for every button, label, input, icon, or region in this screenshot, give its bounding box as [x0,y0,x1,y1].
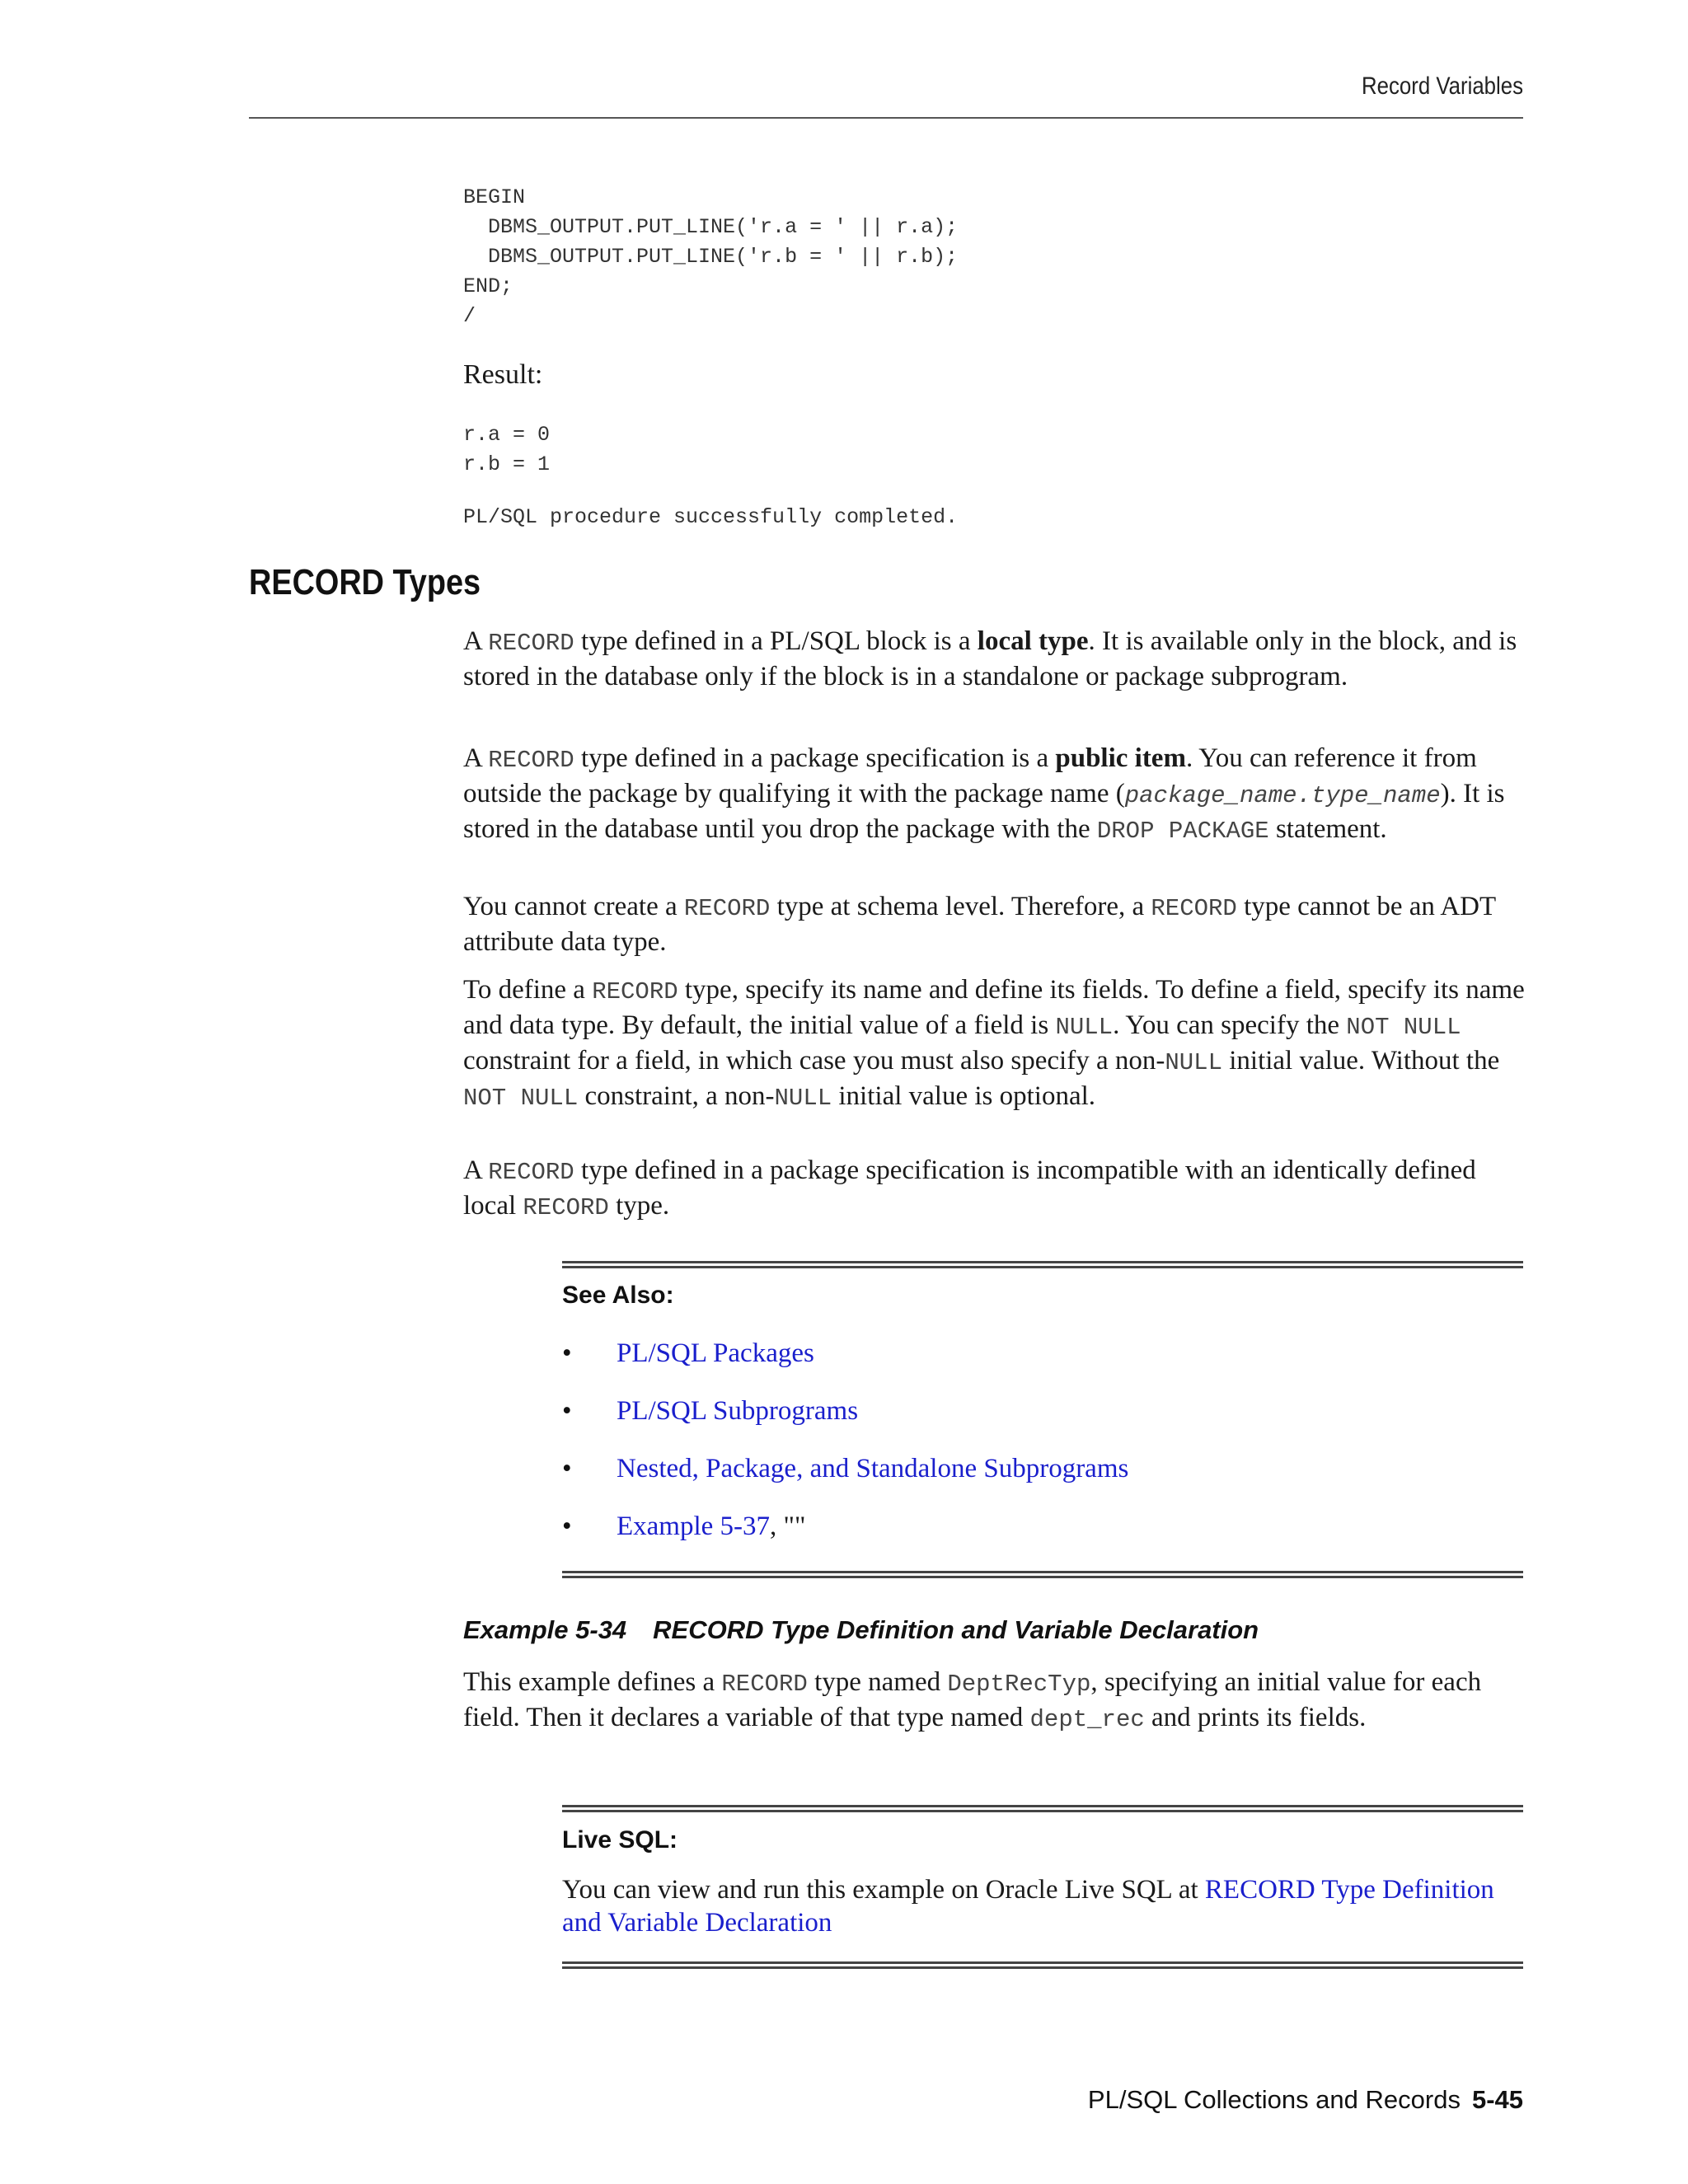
code-line: / [463,304,476,328]
paragraph: You cannot create a RECORD type at schema level. Therefore, a RECORD type cannot be an ADT attribute data type. [463,892,1496,957]
output-block [463,420,550,480]
output-line: r.a = 0 [463,423,551,447]
bullet-icon: • [562,1511,572,1541]
example-title [463,1615,1259,1645]
output-line: r.b = 1 [463,452,551,476]
list-item [562,1337,1518,1394]
live-sql-link[interactable]: RECORD Type Definition and Variable Declaration [562,1875,1494,1938]
paragraph: A RECORD type defined in a package specification is a public item. You can reference it from outside the package by qualifying it with the package name (package_name.type_name). It is stored in the database until you drop the package with the DROP PACKAGE statement. [463,743,1505,845]
link-example-5-37[interactable]: Example 5-37 [617,1511,771,1541]
see-also-list [562,1337,1518,1568]
result-label: Result: [463,359,543,390]
live-sql-top-rule [562,1805,1523,1812]
section-title: RECORD Types [249,562,481,602]
code-line: DBMS_OUTPUT.PUT_LINE('r.b = ' || r.b); [463,245,959,269]
live-sql-title: Live SQL: [562,1826,678,1854]
code-line: DBMS_OUTPUT.PUT_LINE('r.a = ' || r.a); [463,215,959,239]
running-header: Record Variables [1362,73,1523,100]
page-footer [907,2085,1523,2115]
paragraph: This example defines a RECORD type named DeptRecTyp, specifying an initial value for each field. Then it declares a variable of that type named dept_rec and prints its fields. [463,1667,1482,1733]
list-item [562,1394,1518,1452]
live-sql-bottom-rule [562,1961,1523,1969]
list-item-suffix: , "" [770,1511,806,1541]
link-plsql-subprograms[interactable]: PL/SQL Subprograms [617,1396,859,1426]
output-status: PL/SQL procedure successfully completed. [463,505,959,529]
see-also-title: See Also: [562,1282,674,1309]
paragraph: To define a RECORD type, specify its name and define its fields. To define a field, specify its name and data type. By default, the initial value of a field is NULL. You can specify the NOT NULL constraint for a field, in which case you must also specify a non-NULL initial value. Without the NOT NULL constraint, a non-NULL initial value is optional. [463,975,1525,1112]
code-line: END; [463,274,513,298]
bullet-icon: • [562,1396,572,1426]
header-rule [249,117,1523,119]
paragraph: A RECORD type defined in a package specification is incompatible with an identically defined local RECORD type. [463,1155,1476,1221]
list-item [562,1452,1518,1510]
page-number: 5-45 [1471,2085,1523,2114]
see-also-bottom-rule [562,1571,1523,1578]
example-caption: RECORD Type Definition and Variable Declaration [653,1615,1259,1644]
footer-title: PL/SQL Collections and Records [1087,2085,1461,2114]
live-sql-text: You can view and run this example on Oracle Live SQL at RECORD Type Definition and Variable Declaration [562,1875,1494,1938]
bullet-icon: • [562,1454,572,1483]
paragraph: A RECORD type defined in a PL/SQL block is a local type. It is available only in the block, and is stored in the database only if the block is in a standalone or package subprogram. [463,626,1517,691]
bullet-icon: • [562,1338,572,1368]
code-block [463,183,958,331]
list-item [562,1510,1518,1568]
example-number: Example 5-34 [463,1615,627,1644]
link-nested-package-standalone-subprograms[interactable]: Nested, Package, and Standalone Subprograms [617,1454,1129,1483]
code-line: BEGIN [463,185,526,209]
link-plsql-packages[interactable]: PL/SQL Packages [617,1338,814,1368]
see-also-top-rule [562,1261,1523,1268]
